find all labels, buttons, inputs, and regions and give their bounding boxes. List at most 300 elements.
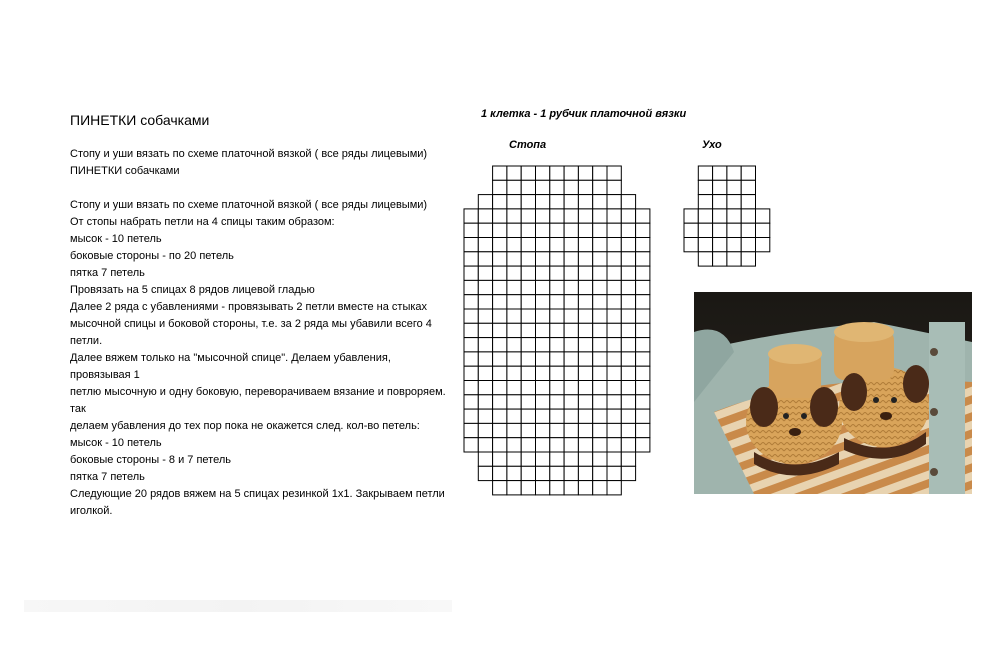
sole-grid-cell bbox=[536, 452, 550, 466]
sole-grid-cell bbox=[493, 266, 507, 280]
sole-grid-cell bbox=[536, 338, 550, 352]
sole-grid-cell bbox=[536, 352, 550, 366]
sole-grid-cell bbox=[478, 423, 492, 437]
ear-grid-cell bbox=[756, 223, 770, 237]
sole-grid-cell bbox=[464, 395, 478, 409]
sole-grid-cell bbox=[564, 481, 578, 495]
ear-grid-cell bbox=[684, 238, 698, 252]
sole-grid-cell bbox=[593, 338, 607, 352]
sole-grid-cell bbox=[593, 352, 607, 366]
sole-grid-cell bbox=[550, 338, 564, 352]
sole-grid-cell bbox=[464, 238, 478, 252]
sole-grid-cell bbox=[564, 381, 578, 395]
sole-grid-cell bbox=[607, 352, 621, 366]
sole-grid-cell bbox=[493, 195, 507, 209]
sole-grid-cell bbox=[550, 466, 564, 480]
sole-grid-cell bbox=[521, 238, 535, 252]
sole-grid-cell bbox=[607, 223, 621, 237]
ear-grid-cell bbox=[727, 195, 741, 209]
document-title: ПИНЕТКИ собачками bbox=[70, 112, 210, 128]
sole-grid-cell bbox=[636, 209, 650, 223]
sole-grid-cell bbox=[621, 466, 635, 480]
sole-grid-cell bbox=[507, 238, 521, 252]
sole-grid-cell bbox=[593, 381, 607, 395]
ear-grid-cell bbox=[698, 166, 712, 180]
sole-grid-cell bbox=[621, 280, 635, 294]
sole-grid-cell bbox=[607, 295, 621, 309]
sole-grid-cell bbox=[507, 352, 521, 366]
sole-grid-cell bbox=[636, 423, 650, 437]
sole-grid-cell bbox=[464, 266, 478, 280]
sole-grid-cell bbox=[607, 166, 621, 180]
sole-grid-cell bbox=[536, 395, 550, 409]
sole-grid-cell bbox=[464, 209, 478, 223]
ear-grid-cell bbox=[698, 180, 712, 194]
sole-grid-cell bbox=[521, 323, 535, 337]
sole-grid-cell bbox=[593, 280, 607, 294]
sole-grid-cell bbox=[507, 338, 521, 352]
sole-grid-cell bbox=[550, 166, 564, 180]
sole-grid-cell bbox=[507, 323, 521, 337]
ear-grid-cell bbox=[698, 209, 712, 223]
sole-grid-cell bbox=[564, 395, 578, 409]
sole-grid-cell bbox=[607, 452, 621, 466]
sole-grid-cell bbox=[593, 266, 607, 280]
sole-grid-cell bbox=[521, 280, 535, 294]
sole-grid-cell bbox=[521, 452, 535, 466]
sole-grid-cell bbox=[607, 395, 621, 409]
sole-grid-cell bbox=[607, 323, 621, 337]
sole-grid-cell bbox=[550, 352, 564, 366]
sole-grid-cell bbox=[521, 438, 535, 452]
sole-grid-cell bbox=[621, 352, 635, 366]
sole-grid-cell bbox=[607, 409, 621, 423]
sole-grid-cell bbox=[536, 238, 550, 252]
sole-grid-cell bbox=[550, 395, 564, 409]
sole-grid-cell bbox=[621, 381, 635, 395]
sole-grid-cell bbox=[464, 280, 478, 294]
ear-grid-cell bbox=[684, 223, 698, 237]
ear-grid-cell bbox=[713, 238, 727, 252]
sole-grid-cell bbox=[536, 366, 550, 380]
sole-grid-cell bbox=[607, 209, 621, 223]
sole-grid-cell bbox=[464, 381, 478, 395]
sole-grid-cell bbox=[607, 366, 621, 380]
sole-grid-cell bbox=[493, 280, 507, 294]
sole-grid-cell bbox=[464, 366, 478, 380]
sole-grid-cell bbox=[607, 338, 621, 352]
sole-grid-cell bbox=[621, 252, 635, 266]
sole-grid-cell bbox=[521, 266, 535, 280]
sole-grid-cell bbox=[578, 423, 592, 437]
sole-grid-cell bbox=[636, 438, 650, 452]
sole-grid-cell bbox=[593, 395, 607, 409]
sole-grid-cell bbox=[536, 223, 550, 237]
sole-grid-cell bbox=[478, 209, 492, 223]
sole-grid-cell bbox=[564, 295, 578, 309]
sole-grid-cell bbox=[550, 223, 564, 237]
sole-grid-cell bbox=[493, 438, 507, 452]
sole-grid-cell bbox=[521, 481, 535, 495]
sole-grid-cell bbox=[493, 338, 507, 352]
faint-divider bbox=[24, 600, 452, 612]
sole-grid-cell bbox=[550, 481, 564, 495]
diagram-legend: 1 клетка - 1 рубчик платочной вязки bbox=[481, 108, 687, 120]
sole-grid-cell bbox=[593, 366, 607, 380]
sole-grid-cell bbox=[578, 366, 592, 380]
sole-grid-cell bbox=[578, 352, 592, 366]
sole-grid-cell bbox=[621, 266, 635, 280]
sole-grid-cell bbox=[478, 352, 492, 366]
sole-grid-cell bbox=[550, 409, 564, 423]
sole-grid-cell bbox=[578, 323, 592, 337]
ear-grid-cell bbox=[741, 252, 755, 266]
sole-grid-cell bbox=[564, 309, 578, 323]
ear-grid-cell bbox=[727, 166, 741, 180]
sole-grid-cell bbox=[478, 381, 492, 395]
sole-grid-cell bbox=[593, 209, 607, 223]
sole-grid-cell bbox=[536, 280, 550, 294]
sole-grid-cell bbox=[564, 280, 578, 294]
sole-grid-cell bbox=[636, 338, 650, 352]
sole-grid-cell bbox=[493, 352, 507, 366]
instructions-text: Стопу и уши вязать по схеме платочной вязкой ( все ряды лицевыми) ПИНЕТКИ собачками Стопу и уши вязать по схеме платочной вязкой ( все ряды лицевыми) От стопы набрать петли на 4 спицы таким образом: мысок - 10 петель боковые стороны - по 20 петель пятка 7 петель Провязать на 5 спицах 8 рядов лицевой гладью Далее 2 ряда с убавлениями - провязывать 2 петли вместе на стыках мысочной спицы и боковой стороны, т.е. за 2 ряда мы убавили всего 4 петли. Далее вяжем только на "мысочной спице". Делаем убавления, провязывая 1 петлю мысочную и одну боковую, переворачиваем вязание и повроряем. так делаем убавления до тех пор пока не окажется след. кол-во петель: мысок - 10 петель боковые стороны - 8 и 7 петель пятка 7 петель Следующие 20 рядов вяжем на 5 спицах резинкой 1х1. Закрываем петли иголкой. bbox=[70, 148, 446, 517]
sole-grid-cell bbox=[593, 195, 607, 209]
sole-grid-cell bbox=[536, 295, 550, 309]
sole-grid-cell bbox=[578, 252, 592, 266]
sole-grid-cell bbox=[493, 395, 507, 409]
ear-grid-cell bbox=[741, 195, 755, 209]
sole-grid-cell bbox=[621, 323, 635, 337]
sole-grid-cell bbox=[621, 309, 635, 323]
sole-grid-cell bbox=[564, 423, 578, 437]
sole-grid-cell bbox=[621, 366, 635, 380]
sole-grid-cell bbox=[493, 166, 507, 180]
sole-grid-cell bbox=[507, 381, 521, 395]
ear-grid-cell bbox=[727, 252, 741, 266]
sole-grid-cell bbox=[521, 295, 535, 309]
sole-grid-cell bbox=[564, 209, 578, 223]
sole-grid-cell bbox=[564, 166, 578, 180]
sole-grid-cell bbox=[578, 381, 592, 395]
sole-grid-cell bbox=[478, 195, 492, 209]
sole-grid-cell bbox=[564, 338, 578, 352]
sole-grid-cell bbox=[521, 252, 535, 266]
sole-grid-cell bbox=[578, 309, 592, 323]
sole-grid-cell bbox=[536, 209, 550, 223]
ear-grid-cell bbox=[713, 209, 727, 223]
ear-grid-cell bbox=[698, 252, 712, 266]
ear-grid-cell bbox=[741, 238, 755, 252]
sole-grid-cell bbox=[507, 423, 521, 437]
sole-grid-cell bbox=[493, 366, 507, 380]
sole-grid-cell bbox=[507, 452, 521, 466]
sole-grid-cell bbox=[578, 195, 592, 209]
sole-grid-cell bbox=[593, 323, 607, 337]
sole-grid-cell bbox=[464, 252, 478, 266]
sole-grid-cell bbox=[507, 180, 521, 194]
sole-grid-cell bbox=[478, 238, 492, 252]
sole-grid-cell bbox=[636, 223, 650, 237]
sole-grid-cell bbox=[493, 180, 507, 194]
sole-grid-cell bbox=[564, 409, 578, 423]
sole-grid-cell bbox=[493, 209, 507, 223]
sole-grid-cell bbox=[578, 266, 592, 280]
sole-grid-cell bbox=[493, 466, 507, 480]
ear-grid-cell bbox=[713, 195, 727, 209]
sole-grid-cell bbox=[593, 295, 607, 309]
sole-grid-cell bbox=[521, 223, 535, 237]
sole-grid-cell bbox=[564, 195, 578, 209]
booties-photo bbox=[694, 292, 972, 494]
sole-grid-cell bbox=[493, 481, 507, 495]
sole-grid-cell bbox=[507, 466, 521, 480]
sole-grid-cell bbox=[478, 295, 492, 309]
sole-grid-cell bbox=[578, 452, 592, 466]
sole-grid-cell bbox=[493, 223, 507, 237]
sole-grid-cell bbox=[493, 252, 507, 266]
sole-grid-cell bbox=[636, 366, 650, 380]
sole-grid-cell bbox=[621, 209, 635, 223]
sole-grid-cell bbox=[507, 223, 521, 237]
sole-grid-cell bbox=[521, 395, 535, 409]
ear-grid-cell bbox=[727, 209, 741, 223]
ear-grid-cell bbox=[698, 195, 712, 209]
sole-grid-cell bbox=[464, 295, 478, 309]
sole-grid-cell bbox=[564, 352, 578, 366]
sole-grid-cell bbox=[607, 438, 621, 452]
sole-grid-cell bbox=[550, 266, 564, 280]
sole-grid-cell bbox=[564, 266, 578, 280]
sole-grid-cell bbox=[521, 195, 535, 209]
sole-grid-cell bbox=[550, 366, 564, 380]
sole-grid-cell bbox=[464, 309, 478, 323]
sole-grid-cell bbox=[507, 409, 521, 423]
sole-grid-cell bbox=[607, 423, 621, 437]
sole-grid-cell bbox=[507, 266, 521, 280]
sole-grid-cell bbox=[550, 323, 564, 337]
sole-grid-cell bbox=[550, 309, 564, 323]
sole-grid-cell bbox=[550, 180, 564, 194]
sole-grid-cell bbox=[636, 295, 650, 309]
ear-chart bbox=[680, 162, 774, 272]
sole-grid-cell bbox=[550, 252, 564, 266]
sole-grid-cell bbox=[636, 309, 650, 323]
sole-grid-cell bbox=[578, 338, 592, 352]
sole-grid-cell bbox=[536, 166, 550, 180]
sole-grid-cell bbox=[564, 223, 578, 237]
sole-grid-cell bbox=[521, 366, 535, 380]
sole-grid-cell bbox=[493, 452, 507, 466]
sole-grid-cell bbox=[593, 180, 607, 194]
ear-grid-cell bbox=[727, 223, 741, 237]
sole-grid-cell bbox=[621, 195, 635, 209]
sole-grid-cell bbox=[550, 280, 564, 294]
sole-grid-cell bbox=[478, 323, 492, 337]
sole-grid-cell bbox=[521, 338, 535, 352]
sole-grid-cell bbox=[536, 323, 550, 337]
sole-grid-cell bbox=[621, 438, 635, 452]
sole-grid-cell bbox=[636, 252, 650, 266]
sole-grid-cell bbox=[607, 252, 621, 266]
sole-grid-cell bbox=[536, 180, 550, 194]
sole-grid-cell bbox=[636, 238, 650, 252]
sole-grid-cell bbox=[493, 238, 507, 252]
sole-chart bbox=[460, 162, 662, 500]
sole-grid-cell bbox=[507, 366, 521, 380]
sole-grid-cell bbox=[607, 280, 621, 294]
sole-grid-cell bbox=[564, 452, 578, 466]
sole-grid-cell bbox=[607, 481, 621, 495]
sole-grid-cell bbox=[507, 395, 521, 409]
ear-grid-cell bbox=[756, 209, 770, 223]
ear-grid-cell bbox=[741, 223, 755, 237]
sole-grid-cell bbox=[536, 438, 550, 452]
sole-grid-cell bbox=[464, 223, 478, 237]
sole-grid-cell bbox=[607, 266, 621, 280]
sole-grid-cell bbox=[464, 338, 478, 352]
sole-grid-cell bbox=[621, 409, 635, 423]
sole-grid-cell bbox=[493, 423, 507, 437]
sole-grid-cell bbox=[521, 381, 535, 395]
sole-grid-cell bbox=[464, 323, 478, 337]
sole-grid-cell bbox=[521, 309, 535, 323]
sole-grid-cell bbox=[578, 409, 592, 423]
sole-grid-cell bbox=[478, 409, 492, 423]
sole-grid-cell bbox=[478, 438, 492, 452]
sole-grid-cell bbox=[593, 438, 607, 452]
sole-grid-cell bbox=[578, 180, 592, 194]
sole-grid-cell bbox=[478, 338, 492, 352]
sole-grid-cell bbox=[550, 452, 564, 466]
sole-grid-cell bbox=[636, 381, 650, 395]
sole-grid-cell bbox=[478, 252, 492, 266]
ear-grid-cell bbox=[756, 238, 770, 252]
sole-grid-cell bbox=[536, 252, 550, 266]
sole-grid-cell bbox=[593, 466, 607, 480]
sole-grid-cell bbox=[550, 381, 564, 395]
sole-grid-cell bbox=[636, 352, 650, 366]
sole-grid-cell bbox=[493, 323, 507, 337]
ear-grid-cell bbox=[698, 223, 712, 237]
sole-grid-cell bbox=[564, 466, 578, 480]
sole-grid-cell bbox=[521, 209, 535, 223]
sole-grid-cell bbox=[536, 409, 550, 423]
sole-grid-cell bbox=[536, 309, 550, 323]
sole-grid-cell bbox=[636, 395, 650, 409]
sole-grid-cell bbox=[578, 466, 592, 480]
sole-grid-cell bbox=[478, 223, 492, 237]
sole-grid-cell bbox=[536, 381, 550, 395]
sole-grid-cell bbox=[550, 423, 564, 437]
sole-grid-cell bbox=[536, 481, 550, 495]
sole-grid-cell bbox=[464, 409, 478, 423]
sole-grid-cell bbox=[493, 295, 507, 309]
sole-grid-cell bbox=[578, 223, 592, 237]
sole-grid-cell bbox=[464, 352, 478, 366]
sole-grid-cell bbox=[593, 409, 607, 423]
sole-grid-cell bbox=[536, 466, 550, 480]
sole-grid-cell bbox=[578, 166, 592, 180]
sole-grid-cell bbox=[493, 381, 507, 395]
ear-grid-cell bbox=[741, 180, 755, 194]
sole-grid-cell bbox=[507, 309, 521, 323]
sole-grid-cell bbox=[521, 180, 535, 194]
sole-grid-cell bbox=[478, 309, 492, 323]
sole-grid-cell bbox=[550, 195, 564, 209]
sole-grid-cell bbox=[536, 195, 550, 209]
sole-grid-cell bbox=[493, 409, 507, 423]
sole-grid-cell bbox=[521, 423, 535, 437]
sole-grid-cell bbox=[593, 252, 607, 266]
sole-grid-cell bbox=[521, 466, 535, 480]
sole-grid-cell bbox=[507, 195, 521, 209]
sole-grid-cell bbox=[607, 238, 621, 252]
sole-grid-cell bbox=[521, 409, 535, 423]
sole-grid-cell bbox=[607, 309, 621, 323]
sole-grid-cell bbox=[621, 452, 635, 466]
sole-grid-cell bbox=[578, 280, 592, 294]
sole-grid-cell bbox=[507, 438, 521, 452]
ear-grid-cell bbox=[713, 252, 727, 266]
sole-grid-cell bbox=[636, 280, 650, 294]
sole-grid-cell bbox=[536, 266, 550, 280]
sole-grid-cell bbox=[478, 266, 492, 280]
ear-grid-cell bbox=[684, 209, 698, 223]
sole-grid-cell bbox=[607, 180, 621, 194]
sole-grid-cell bbox=[478, 366, 492, 380]
sole-grid-cell bbox=[478, 466, 492, 480]
sole-grid-cell bbox=[521, 352, 535, 366]
sole-grid-cell bbox=[464, 423, 478, 437]
sole-grid-cell bbox=[578, 481, 592, 495]
sole-grid-cell bbox=[621, 423, 635, 437]
ear-grid-cell bbox=[727, 180, 741, 194]
ear-label: Ухо bbox=[702, 139, 722, 151]
sole-grid-cell bbox=[507, 280, 521, 294]
sole-grid-cell bbox=[478, 452, 492, 466]
sole-grid-cell bbox=[621, 395, 635, 409]
sole-grid-cell bbox=[507, 481, 521, 495]
ear-grid-cell bbox=[713, 223, 727, 237]
sole-grid-cell bbox=[578, 395, 592, 409]
sole-grid-cell bbox=[593, 223, 607, 237]
sole-label: Стопа bbox=[509, 139, 547, 151]
sole-grid-cell bbox=[507, 252, 521, 266]
sole-grid-cell bbox=[478, 280, 492, 294]
sole-grid-cell bbox=[550, 209, 564, 223]
ear-grid-cell bbox=[727, 238, 741, 252]
sole-grid-cell bbox=[593, 309, 607, 323]
sole-grid-cell bbox=[550, 295, 564, 309]
ear-grid-cell bbox=[713, 166, 727, 180]
sole-grid-cell bbox=[593, 452, 607, 466]
sole-grid-cell bbox=[578, 209, 592, 223]
sole-grid-cell bbox=[636, 323, 650, 337]
sole-grid-cell bbox=[607, 381, 621, 395]
ear-grid-cell bbox=[698, 238, 712, 252]
sole-grid-cell bbox=[564, 180, 578, 194]
ear-grid-cell bbox=[713, 180, 727, 194]
sole-grid-cell bbox=[493, 309, 507, 323]
sole-grid-cell bbox=[607, 466, 621, 480]
sole-grid-cell bbox=[564, 323, 578, 337]
sole-grid-cell bbox=[521, 166, 535, 180]
sole-grid-cell bbox=[564, 238, 578, 252]
sole-grid-cell bbox=[593, 481, 607, 495]
sole-grid-cell bbox=[636, 409, 650, 423]
sole-grid-cell bbox=[464, 438, 478, 452]
